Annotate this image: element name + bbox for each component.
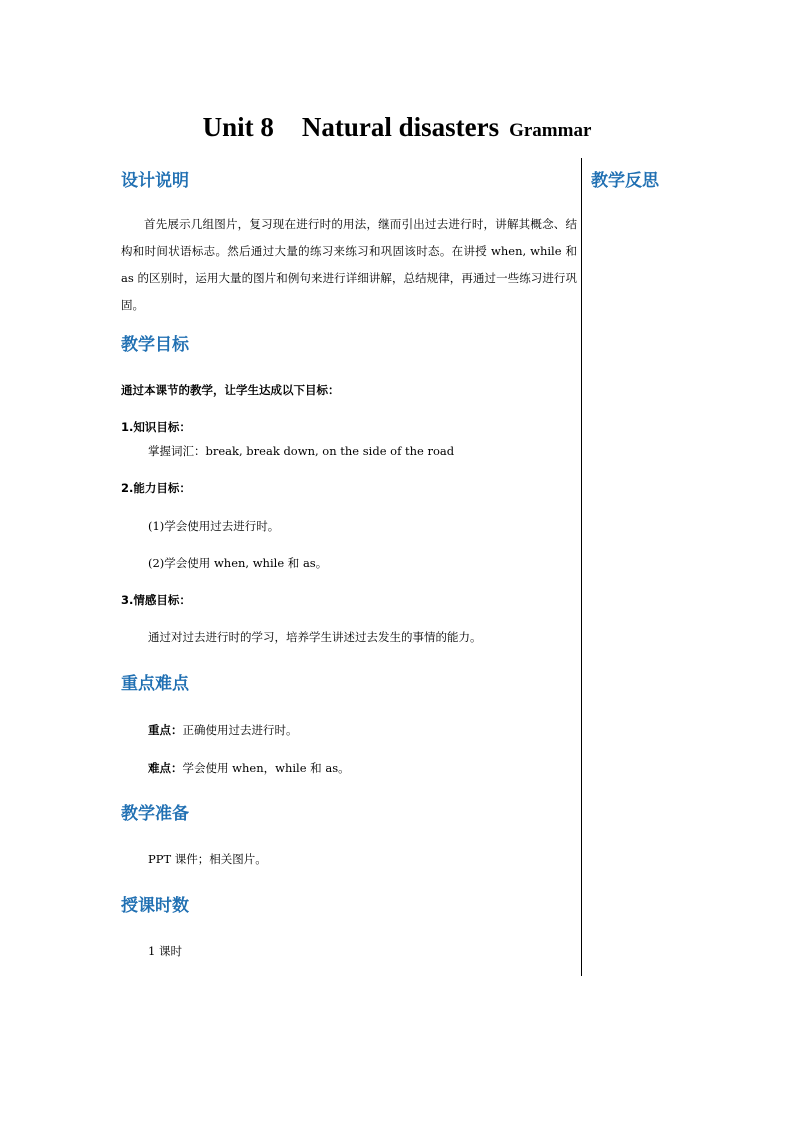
design-heading: 设计说明 <box>121 171 189 191</box>
preparation-heading: 教学准备 <box>121 804 189 824</box>
hours-heading: 授课时数 <box>121 896 189 916</box>
emotion-label: 3.情感目标： <box>121 593 191 607</box>
knowledge-label: 1.知识目标： <box>121 420 191 434</box>
ability-item-1: (1)学会使用过去进行时。 <box>148 519 280 533</box>
emotion-text: 通过对过去进行时的学习，培养学生讲述过去发生的事情的能力。 <box>148 630 482 644</box>
title-topic: Natural disasters <box>301 112 500 142</box>
objectives-intro: 通过本课节的教学，让学生达成以下目标： <box>121 383 340 397</box>
objectives-heading: 教学目标 <box>121 335 189 355</box>
key-text: 正确使用过去进行时。 <box>182 723 298 737</box>
difficult-text: 学会使用 when，while 和 as。 <box>182 761 350 775</box>
ability-label: 2.能力目标： <box>121 481 191 495</box>
difficult-point <box>148 760 350 776</box>
title-subtitle: Grammar <box>509 120 592 141</box>
ability-item-2: (2)学会使用 when, while 和 as。 <box>148 556 328 570</box>
reflection-heading: 教学反思 <box>591 171 659 191</box>
preparation-text: PPT 课件；相关图片。 <box>148 852 267 866</box>
hours-text: 1 课时 <box>148 944 182 958</box>
key-label: 重点： <box>148 723 183 737</box>
design-paragraph: 首先展示几组图片，复习现在进行时的用法，继而引出过去进行时，讲解其概念、结构和时间状语标志。然后通过大量的练习来练习和巩固该时态。在讲授 when, while 和 as 的区别时，运用大量的图片和例句来进行详细讲解，总结规律，再通过一些练习进行巩固。 <box>121 217 577 312</box>
key-point <box>148 722 298 738</box>
difficult-label: 难点： <box>148 761 183 775</box>
page-title <box>0 112 794 146</box>
knowledge-text: 掌握词汇：break, break down, on the side of the road <box>148 444 455 458</box>
keypoints-heading: 重点难点 <box>121 674 189 694</box>
title-unit: Unit 8 <box>202 112 274 142</box>
column-divider <box>581 158 582 976</box>
